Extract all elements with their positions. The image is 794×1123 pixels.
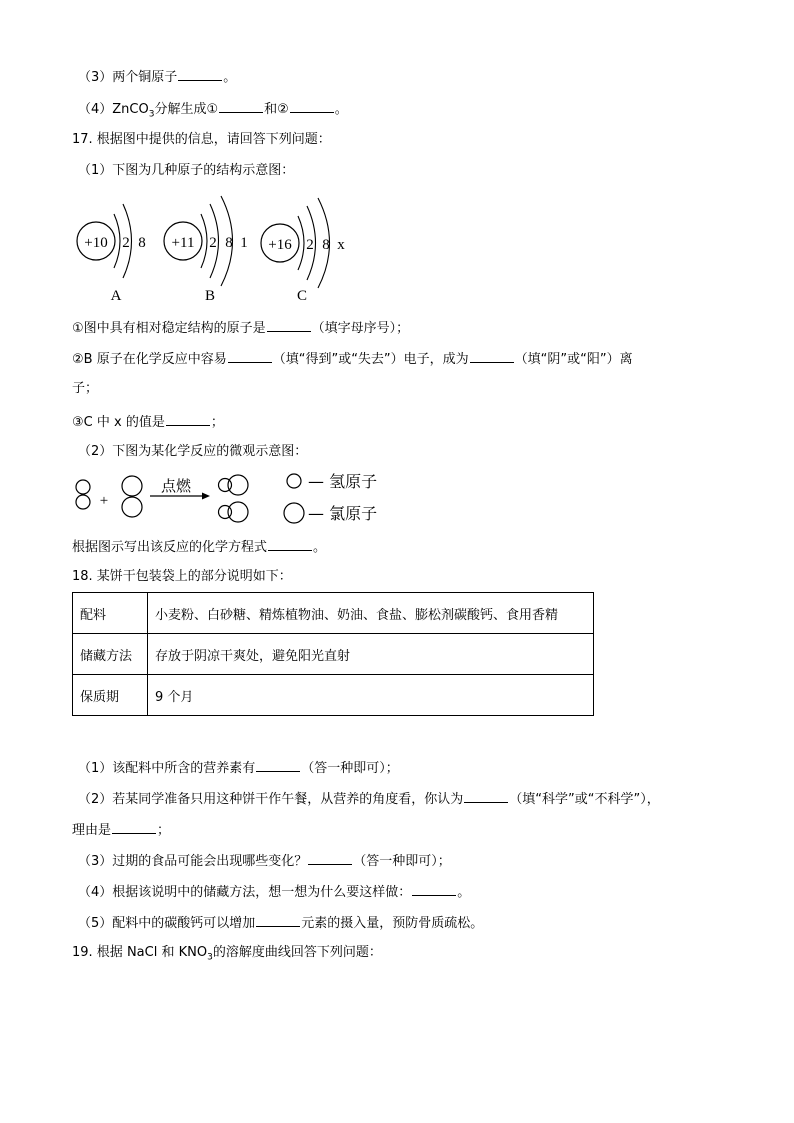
table-value: 小麦粉、白砂糖、精炼植物油、奶油、食盐、膨松剂碳酸钙、食用香精 [148,593,594,634]
q18-p5: （5）配料中的碳酸钙可以增加 元素的摄入量，预防骨质疏松。 [78,913,483,933]
chlorine-atom-symbol [284,503,304,523]
product-info-table [72,592,594,716]
q16-item3: （3）两个铜原子 。 [78,67,236,87]
answer-blank[interactable] [412,882,456,896]
table-row [73,593,594,634]
hydrogen-atom-symbol [287,474,301,488]
plus-sign: + [99,493,109,509]
q17-stem: 17. 根据图中提供的信息，请回答下列问题： [72,132,331,147]
table-row [73,675,594,716]
hcl-molecules [219,475,249,522]
legend-hydrogen: — 氢原子 [308,472,378,491]
nucleus-charge: +16 [268,237,292,253]
q17-s1: ①图中具有相对稳定结构的原子是 （填字母序号）； [72,318,409,338]
q16-item4: （4）ZnCO$_3$分解生成① 和② 。 [78,99,348,124]
shell-electrons: x [337,237,345,253]
shell-electrons: 1 [240,235,248,251]
atom-label: A [110,288,122,304]
table-key: 配料 [73,593,148,634]
hydrogen-molecule [76,480,90,509]
answer-blank[interactable] [228,349,272,363]
answer-blank[interactable] [290,99,334,113]
table-row [73,634,594,675]
answer-blank[interactable] [256,913,300,927]
q18-p2-cont: 理由是 ； [72,820,170,840]
q18-p2: （2）若某同学准备只用这种饼干作午餐，从营养的角度看，你认为 （填“科学”或“不科学”）， [78,789,660,809]
answer-blank[interactable] [112,820,156,834]
q18-p1: （1）该配料中所含的营养素有 （答一种即可）； [78,758,399,778]
q18-stem: 18. 某饼干包装袋上的部分说明如下： [72,569,292,584]
answer-blank[interactable] [470,349,514,363]
table-value: 存放于阴凉干爽处，避免阳光直射 [148,634,594,675]
shell-electrons: 2 [122,235,130,251]
answer-blank[interactable] [166,412,210,426]
reaction-diagram [70,466,410,530]
shell-electrons: 8 [138,235,146,251]
shell-electrons: 8 [322,237,330,253]
q17-part1-intro: （1）下图为几种原子的结构示意图： [78,163,295,178]
legend [284,472,377,523]
answer-blank[interactable] [268,537,312,551]
chlorine-molecule [122,476,142,517]
arrow-head [202,493,210,500]
q17-s2: ②B 原子在化学反应中容易 （填“得到”或“失去”）电子，成为 （填“阴”或“阳”）离 [72,349,633,369]
shell-electrons: 2 [306,237,314,253]
atom-b [164,196,248,304]
atom-c [261,198,345,304]
answer-blank[interactable] [178,67,222,81]
shell-electrons: 2 [209,235,217,251]
table-value: 9 个月 [148,675,594,716]
reaction-condition: 点燃 [160,477,192,495]
answer-blank[interactable] [308,851,352,865]
q17-part2-intro: （2）下图为某化学反应的微观示意图： [78,444,308,459]
answer-blank[interactable] [464,789,508,803]
nucleus-charge: +10 [84,235,108,251]
legend-chlorine: — 氯原子 [308,504,378,523]
q17-s3: ③C 中 x 的值是 ； [72,412,224,432]
answer-blank[interactable] [219,99,263,113]
atom-label: B [204,288,216,304]
q18-p4: （4）根据该说明中的储藏方法，想一想为什么要这样做： 。 [78,882,470,902]
atom-structure-diagram [70,196,370,306]
q17-s2-cont: 子； [72,381,99,396]
answer-blank[interactable] [267,318,311,332]
shell-electrons: 8 [225,235,233,251]
answer-blank[interactable] [256,758,300,772]
table-key: 储藏方法 [73,634,148,675]
q19-stem: 19. 根据 NaCl 和 $KNO_3$的溶解度曲线回答下列问题： [72,945,382,963]
atom-label: C [296,288,308,304]
table-key: 保质期 [73,675,148,716]
q17-s4: 根据图示写出该反应的化学方程式 。 [72,537,326,557]
q18-p3: （3）过期的食品可能会出现哪些变化？ （答一种即可）； [78,851,451,871]
atom-a [77,204,146,304]
nucleus-charge: +11 [171,235,195,251]
